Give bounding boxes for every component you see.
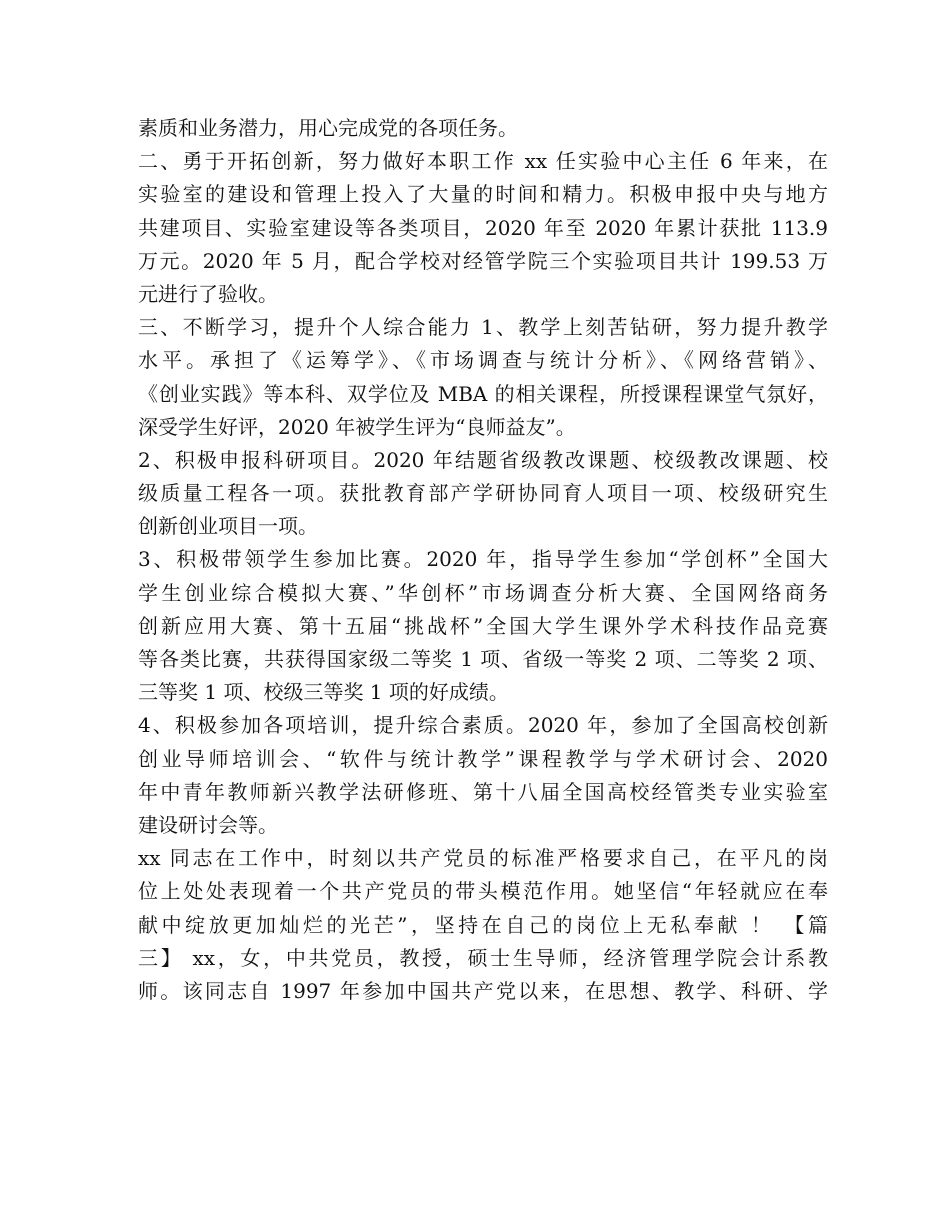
- text-line: 学生创业综合模拟大赛、”华创杯”市场调查分析大赛、全国网络商务: [138, 580, 828, 605]
- text-line: 素质和业务潜力，用心完成党的各项任务。: [138, 116, 518, 140]
- text-line: 《创业实践》等本科、双学位及 MBA 的相关课程，所授课程课堂气氛好，: [138, 381, 828, 406]
- text-line: 三等奖 1 项、校级三等奖 1 项的好成绩。: [138, 680, 509, 705]
- text-line: 深受学生好评，2020 年被学生评为“良师益友”。: [138, 414, 576, 439]
- text-line: 创新创业项目一项。: [138, 514, 318, 539]
- text-line: 4、积极参加各项培训，提升综合素质。2020 年，参加了全国高校创新: [138, 713, 828, 738]
- text-line: 年中青年教师新兴教学法研修班、第十八届全国高校经管类专业实验室: [138, 779, 828, 804]
- text-line: 等各类比赛，共获得国家级二等奖 1 项、省级一等奖 2 项、二等奖 2 项、: [138, 647, 828, 671]
- text-line: 2、积极申报科研项目。2020 年结题省级教改课题、校级教改课题、校: [138, 447, 828, 472]
- text-line: 实验室的建设和管理上投入了大量的时间和精力。积极申报中央与地方: [138, 182, 828, 207]
- text-line: 创新应用大赛、第十五届“挑战杯”全国大学生课外学术科技作品竞赛: [138, 613, 828, 638]
- text-line: 创业导师培训会、“软件与统计教学”课程教学与学术研讨会、2020: [138, 746, 828, 771]
- text-line: 元进行了验收。: [138, 281, 278, 306]
- text-line: 三、不断学习，提升个人综合能力 1、教学上刻苦钻研，努力提升教学: [138, 315, 828, 340]
- text-line: 三】 xx，女，中共党员，教授，硕士生导师，经济管理学院会计系教: [138, 945, 828, 970]
- text-line: 师。该同志自 1997 年参加中国共产党以来，在思想、教学、科研、学: [138, 978, 828, 1003]
- text-line: 水平。承担了《运筹学》、《市场调查与统计分析》、《网络营销》、: [138, 348, 828, 373]
- text-line: 共建项目、实验室建设等各类项目，2020 年至 2020 年累计获批 113.9: [138, 215, 828, 240]
- text-line: 万元。2020 年 5 月，配合学校对经管学院三个实验项目共计 199.53 万: [138, 248, 828, 273]
- text-line: 二、勇于开拓创新，努力做好本职工作 xx 任实验中心主任 6 年来，在: [138, 149, 828, 174]
- document-body: [138, 112, 828, 1008]
- text-line: xx 同志在工作中，时刻以共产党员的标准严格要求自己，在平凡的岗: [138, 846, 828, 871]
- text-line: 级质量工程各一项。获批教育部产学研协同育人项目一项、校级研究生: [138, 481, 828, 506]
- text-line: 位上处处表现着一个共产党员的带头模范作用。她坚信“年轻就应在奉: [138, 879, 828, 904]
- text-line: 献中绽放更加灿烂的光芒”，坚持在自己的岗位上无私奉献 ！ 【篇: [138, 912, 828, 937]
- text-line: 建设研讨会等。: [138, 812, 278, 837]
- text-line: 3、积极带领学生参加比赛。2020 年，指导学生参加“学创杯”全国大: [138, 547, 828, 572]
